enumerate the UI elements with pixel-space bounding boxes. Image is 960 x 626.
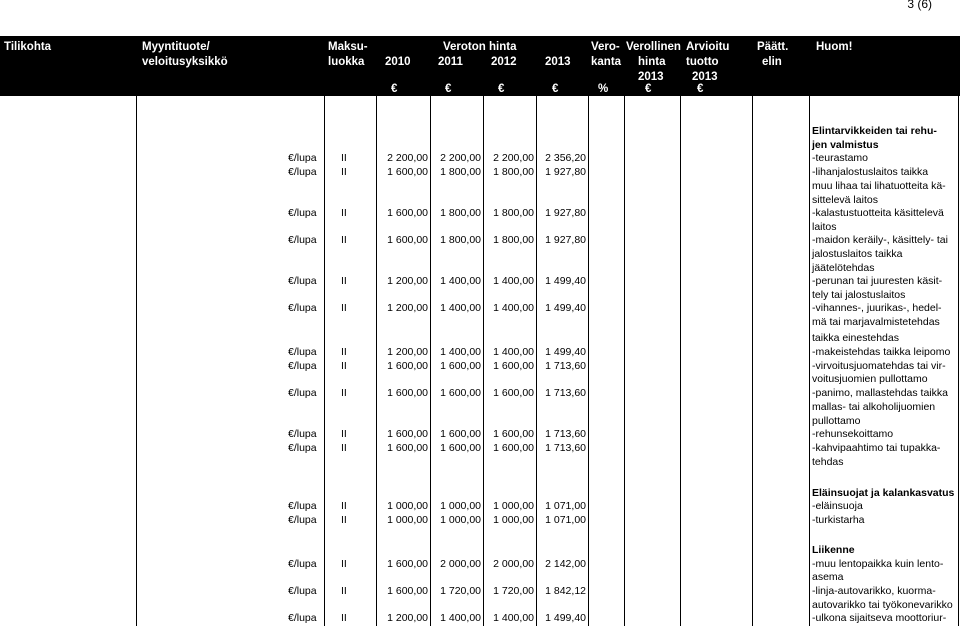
header-arvioitu: Arvioitu	[686, 41, 730, 53]
note-line: -muu lentopaikka kuin lento-	[812, 558, 944, 570]
note-line: jalostuslaitos taikka	[812, 248, 903, 260]
cell-v2010: 1 600,00	[387, 207, 428, 219]
cell-v2010: 1 200,00	[387, 302, 428, 314]
cell-v2012: 1 600,00	[493, 360, 534, 372]
note-line: -panimo, mallastehdas taikka	[812, 387, 948, 399]
cell-v2011: 1 800,00	[440, 234, 481, 246]
cell-v2013: 1 927,80	[545, 207, 586, 219]
cell-v2012: 1 600,00	[493, 442, 534, 454]
cell-v2012: 1 720,00	[493, 585, 534, 597]
note-line: laitos	[812, 221, 837, 233]
header-euro-2010: €	[391, 83, 398, 95]
cell-v2013: 1 499,40	[545, 275, 586, 287]
cell-v2010: 1 200,00	[387, 612, 428, 624]
cell-v2012: 2 000,00	[493, 558, 534, 570]
cell-v2011: 1 600,00	[440, 360, 481, 372]
header-maksu: Maksu-	[328, 41, 368, 53]
note-line: -vihannes-, juurikas-, hedel-	[812, 302, 942, 314]
note-line: jäätelötehdas	[812, 262, 875, 274]
note-line: muu lihaa tai lihatuotteita kä-	[812, 180, 946, 192]
header-luokka: luokka	[328, 56, 365, 68]
cell-cls: II	[341, 387, 347, 399]
header-hinta: hinta	[638, 56, 666, 68]
cell-v2012: 2 200,00	[493, 152, 534, 164]
note-line: -ulkona sijaitseva moottoriur-	[812, 612, 947, 624]
header-euro-2012: €	[498, 83, 505, 95]
cell-unit: €/lupa	[288, 346, 317, 358]
note-line: sittelevä laitos	[812, 194, 878, 206]
cell-cls: II	[341, 612, 347, 624]
cell-v2011: 2 200,00	[440, 152, 481, 164]
header-year-2013: 2013	[545, 56, 571, 68]
cell-v2012: 1 000,00	[493, 500, 534, 512]
cell-v2010: 1 000,00	[387, 500, 428, 512]
header-euro-verollinen: €	[645, 83, 652, 95]
cell-unit: €/lupa	[288, 514, 317, 526]
header-tuotto: tuotto	[686, 56, 719, 68]
cell-v2010: 1 200,00	[387, 275, 428, 287]
cell-v2013: 2 142,00	[545, 558, 586, 570]
note-line: pullottamo	[812, 415, 861, 427]
cell-v2011: 1 800,00	[440, 166, 481, 178]
cell-v2013: 1 499,40	[545, 302, 586, 314]
header-arvioitu-year: 2013	[692, 71, 718, 83]
header-vero: Vero-	[591, 41, 620, 53]
cell-v2010: 1 600,00	[387, 387, 428, 399]
cell-v2012: 1 000,00	[493, 514, 534, 526]
cell-v2010: 1 600,00	[387, 558, 428, 570]
cell-unit: €/lupa	[288, 428, 317, 440]
cell-cls: II	[341, 207, 347, 219]
cell-unit: €/lupa	[288, 387, 317, 399]
note-line: -turkistarha	[812, 514, 865, 526]
cell-unit: €/lupa	[288, 302, 317, 314]
note-line: -linja-autovarikko, kuorma-	[812, 585, 936, 597]
cell-v2012: 1 600,00	[493, 387, 534, 399]
note-line: -eläinsuoja	[812, 500, 863, 512]
header-kanta: kanta	[591, 56, 622, 68]
header-year-2011: 2011	[438, 56, 463, 68]
header-huom: Huom!	[816, 41, 853, 53]
cell-cls: II	[341, 152, 347, 164]
cell-v2013: 1 071,00	[545, 514, 586, 526]
header-elin: elin	[762, 56, 782, 68]
cell-cls: II	[341, 514, 347, 526]
section-heading: Liikenne	[812, 544, 855, 556]
section-heading: jen valmistus	[812, 139, 879, 151]
cell-v2010: 1 600,00	[387, 428, 428, 440]
cell-v2013: 1 713,60	[545, 442, 586, 454]
cell-v2011: 1 600,00	[440, 428, 481, 440]
cell-v2011: 1 400,00	[440, 612, 481, 624]
header-veloitusyksikko: veloitusyksikkö	[142, 56, 228, 68]
section-heading: Eläinsuojat ja kalankasvatus	[812, 487, 955, 499]
cell-unit: €/lupa	[288, 152, 317, 164]
note-line: -kahvipaahtimo tai tupakka-	[812, 442, 941, 454]
cell-v2010: 1 600,00	[387, 585, 428, 597]
cell-v2011: 1 720,00	[440, 585, 481, 597]
cell-unit: €/lupa	[288, 234, 317, 246]
cell-v2013: 1 927,80	[545, 166, 586, 178]
cell-unit: €/lupa	[288, 442, 317, 454]
cell-v2010: 1 600,00	[387, 234, 428, 246]
cell-v2013: 1 713,60	[545, 387, 586, 399]
cell-cls: II	[341, 442, 347, 454]
cell-unit: €/lupa	[288, 166, 317, 178]
cell-v2010: 1 200,00	[387, 346, 428, 358]
header-euro-2013: €	[552, 83, 559, 95]
cell-unit: €/lupa	[288, 558, 317, 570]
cell-v2012: 1 400,00	[493, 612, 534, 624]
cell-v2010: 1 000,00	[387, 514, 428, 526]
note-line: -teurastamo	[812, 152, 869, 164]
cell-v2011: 1 600,00	[440, 387, 481, 399]
cell-v2013: 1 927,80	[545, 234, 586, 246]
cell-cls: II	[341, 346, 347, 358]
cell-v2011: 1 400,00	[440, 275, 481, 287]
cell-cls: II	[341, 558, 347, 570]
cell-v2010: 1 600,00	[387, 166, 428, 178]
note-line: -kalastustuotteita käsittelevä	[812, 207, 944, 219]
cell-v2013: 1 713,60	[545, 428, 586, 440]
cell-unit: €/lupa	[288, 360, 317, 372]
cell-v2013: 1 499,40	[545, 612, 586, 624]
cell-v2012: 1 800,00	[493, 207, 534, 219]
cell-cls: II	[341, 302, 347, 314]
note-line: autovarikko tai työkonevarikko	[812, 599, 953, 611]
cell-v2013: 1 842,12	[545, 585, 586, 597]
cell-unit: €/lupa	[288, 500, 317, 512]
header-euro-arvioitu: €	[697, 83, 704, 95]
note-line: mallas- tai alkoholijuomien	[812, 401, 936, 413]
header-euro-2011: €	[445, 83, 452, 95]
cell-cls: II	[341, 428, 347, 440]
note-line: asema	[812, 571, 844, 583]
cell-v2011: 1 000,00	[440, 500, 481, 512]
cell-v2011: 1 600,00	[440, 442, 481, 454]
note-line: -lihanjalostuslaitos taikka	[812, 166, 929, 178]
note-line: tehdas	[812, 456, 844, 468]
cell-v2011: 1 400,00	[440, 346, 481, 358]
header-myyntituote: Myyntituote/	[142, 41, 210, 53]
cell-v2011: 1 800,00	[440, 207, 481, 219]
cell-unit: €/lupa	[288, 275, 317, 287]
header-verollinen: Verollinen	[626, 41, 681, 53]
cell-unit: €/lupa	[288, 612, 317, 624]
cell-cls: II	[341, 585, 347, 597]
note-line: -rehunsekoittamo	[812, 428, 894, 440]
note-line: voitusjuomien pullottamo	[812, 373, 928, 385]
cell-v2011: 2 000,00	[440, 558, 481, 570]
header-year-2012: 2012	[491, 56, 517, 68]
cell-v2011: 1 000,00	[440, 514, 481, 526]
header-verollinen-year: 2013	[638, 71, 664, 83]
note-line: -perunan tai juuresten käsit-	[812, 275, 943, 287]
cell-v2012: 1 800,00	[493, 166, 534, 178]
header-veroton-hinta: Veroton hinta	[443, 41, 517, 53]
cell-v2012: 1 400,00	[493, 346, 534, 358]
cell-cls: II	[341, 500, 347, 512]
note-line: -makeistehdas taikka leipomo	[812, 346, 951, 358]
cell-cls: II	[341, 166, 347, 178]
section-heading: Elintarvikkeiden tai rehu-	[812, 125, 937, 137]
note-line: tely tai jalostuslaitos	[812, 289, 906, 301]
cell-unit: €/lupa	[288, 207, 317, 219]
cell-cls: II	[341, 275, 347, 287]
cell-v2013: 1 713,60	[545, 360, 586, 372]
note-line: -virvoitusjuomatehdas tai vir-	[812, 360, 946, 372]
cell-v2012: 1 600,00	[493, 428, 534, 440]
cell-v2013: 1 071,00	[545, 500, 586, 512]
note-line: mä tai marjavalmistetehdas	[812, 316, 940, 328]
header-paatt: Päätt.	[757, 41, 789, 53]
page-number: 3 (6)	[907, 0, 932, 11]
note-line: taikka einestehdas	[812, 332, 899, 344]
cell-v2012: 1 400,00	[493, 302, 534, 314]
cell-v2012: 1 400,00	[493, 275, 534, 287]
cell-cls: II	[341, 234, 347, 246]
cell-v2013: 2 356,20	[545, 152, 586, 164]
header-percent: %	[598, 83, 609, 95]
cell-v2010: 2 200,00	[387, 152, 428, 164]
cell-v2012: 1 800,00	[493, 234, 534, 246]
header-year-2010: 2010	[385, 56, 411, 68]
cell-v2010: 1 600,00	[387, 442, 428, 454]
table-header	[0, 36, 960, 96]
cell-v2013: 1 499,40	[545, 346, 586, 358]
cell-v2010: 1 600,00	[387, 360, 428, 372]
cell-unit: €/lupa	[288, 585, 317, 597]
note-line: -maidon keräily-, käsittely- tai	[812, 234, 948, 246]
cell-v2011: 1 400,00	[440, 302, 481, 314]
cell-cls: II	[341, 360, 347, 372]
header-tilikohta: Tilikohta	[4, 41, 52, 53]
